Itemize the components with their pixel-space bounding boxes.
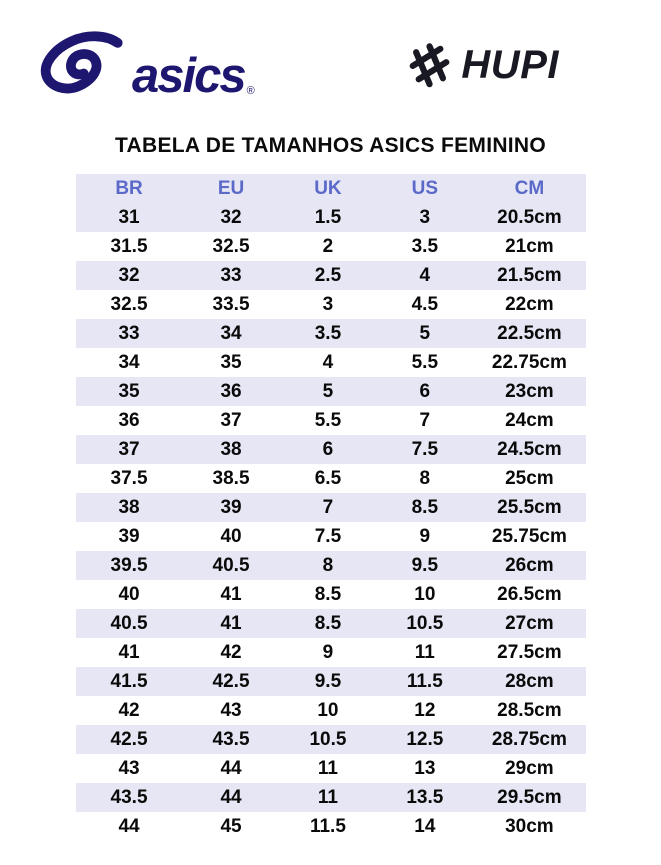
table-cell: 11.5 xyxy=(309,815,346,837)
table-cell: 10 xyxy=(317,699,339,721)
table-cell: 4.5 xyxy=(411,293,439,315)
table-row xyxy=(76,580,586,609)
table-cell: 6 xyxy=(419,380,431,402)
table-cell: 5 xyxy=(322,380,334,402)
asics-logo xyxy=(36,31,255,103)
table-cell: 3.5 xyxy=(314,322,342,344)
column-header-uk: UK xyxy=(279,174,376,203)
table-cell: 13 xyxy=(414,757,436,779)
table-cell: 9.5 xyxy=(411,554,439,576)
table-cell: 43 xyxy=(220,699,242,721)
table-row xyxy=(76,754,586,783)
table-cell: 21.5cm xyxy=(497,264,562,286)
table-cell: 3.5 xyxy=(411,235,439,257)
table-cell: 12.5 xyxy=(406,728,444,750)
table-cell: 25cm xyxy=(505,467,554,489)
table-cell: 40 xyxy=(118,583,140,605)
table-cell: 42 xyxy=(118,699,140,721)
table-cell: 40.5 xyxy=(110,612,148,634)
table-cell: 34 xyxy=(118,351,140,373)
table-cell: 8.5 xyxy=(314,583,342,605)
table-cell: 39.5 xyxy=(110,554,148,576)
table-cell: 31 xyxy=(118,206,140,228)
table-cell: 45 xyxy=(220,815,242,837)
table-cell: 28.75cm xyxy=(491,728,567,750)
table-cell: 11 xyxy=(317,757,338,779)
table-cell: 11 xyxy=(414,641,435,663)
table-cell: 42 xyxy=(220,641,242,663)
table-cell: 40.5 xyxy=(212,554,250,576)
table-cell: 6.5 xyxy=(314,467,342,489)
table-cell: 8 xyxy=(419,467,431,489)
table-cell: 26.5cm xyxy=(497,583,562,605)
table-cell: 3 xyxy=(322,293,334,315)
table-row xyxy=(76,667,586,696)
hupi-logo xyxy=(405,40,559,90)
table-row xyxy=(76,203,586,232)
table-cell: 43 xyxy=(118,757,140,779)
column-header-us: US xyxy=(376,174,473,203)
table-cell: 43.5 xyxy=(212,728,250,750)
table-cell: 42.5 xyxy=(110,728,148,750)
table-cell: 28.5cm xyxy=(497,699,562,721)
size-table xyxy=(76,174,586,841)
table-cell: 40 xyxy=(220,525,242,547)
table-row xyxy=(76,725,586,754)
column-header-cm: CM xyxy=(473,174,585,203)
table-cell: 32.5 xyxy=(212,235,250,257)
table-row xyxy=(76,464,586,493)
table-cell: 44 xyxy=(220,786,242,808)
table-cell: 22.5cm xyxy=(497,322,562,344)
asics-wordmark: asics xyxy=(132,48,245,103)
table-cell: 7 xyxy=(419,409,431,431)
brand-logos-header xyxy=(0,0,661,104)
table-row xyxy=(76,812,586,841)
table-cell: 9 xyxy=(419,525,431,547)
table-cell: 11.5 xyxy=(406,670,443,692)
table-row xyxy=(76,522,586,551)
table-cell: 4 xyxy=(419,264,431,286)
table-cell: 37 xyxy=(118,438,140,460)
asics-spiral-a-icon xyxy=(36,31,128,99)
table-cell: 32 xyxy=(220,206,242,228)
table-cell: 38.5 xyxy=(212,467,250,489)
table-cell: 10 xyxy=(414,583,436,605)
table-cell: 2.5 xyxy=(314,264,342,286)
table-cell: 10.5 xyxy=(406,612,444,634)
registered-trademark-symbol: ® xyxy=(246,85,255,97)
table-cell: 33 xyxy=(118,322,140,344)
table-cell: 27.5cm xyxy=(497,641,562,663)
table-cell: 39 xyxy=(118,525,140,547)
table-cell: 37 xyxy=(220,409,242,431)
table-cell: 43.5 xyxy=(110,786,148,808)
table-row xyxy=(76,493,586,522)
size-table-body xyxy=(76,203,586,841)
table-cell: 5.5 xyxy=(411,351,439,373)
table-cell: 24.5cm xyxy=(497,438,562,460)
table-cell: 7 xyxy=(322,496,334,518)
table-cell: 25.5cm xyxy=(497,496,562,518)
table-cell: 32.5 xyxy=(110,293,148,315)
table-row xyxy=(76,319,586,348)
table-cell: 12 xyxy=(414,699,436,721)
column-header-br: BR xyxy=(76,174,183,203)
table-cell: 8.5 xyxy=(411,496,439,518)
hupi-wordmark: HUPI xyxy=(461,43,559,87)
table-row xyxy=(76,348,586,377)
table-cell: 44 xyxy=(118,815,140,837)
table-cell: 41 xyxy=(118,641,140,663)
hupi-hash-knot-icon xyxy=(405,40,455,90)
table-cell: 26cm xyxy=(505,554,554,576)
table-cell: 41 xyxy=(220,612,242,634)
table-header-row xyxy=(76,174,586,203)
table-cell: 1.5 xyxy=(314,206,342,228)
table-cell: 4 xyxy=(322,351,334,373)
table-cell: 22cm xyxy=(505,293,554,315)
table-cell: 20.5cm xyxy=(497,206,562,228)
table-row xyxy=(76,261,586,290)
table-cell: 25.75cm xyxy=(491,525,567,547)
table-cell: 42.5 xyxy=(212,670,250,692)
table-cell: 22.75cm xyxy=(491,351,567,373)
table-cell: 8 xyxy=(322,554,334,576)
table-cell: 24cm xyxy=(505,409,554,431)
table-cell: 36 xyxy=(220,380,242,402)
table-cell: 31.5 xyxy=(110,235,148,257)
table-cell: 5 xyxy=(419,322,431,344)
table-cell: 21cm xyxy=(505,235,554,257)
table-row xyxy=(76,406,586,435)
table-row xyxy=(76,783,586,812)
table-cell: 33.5 xyxy=(212,293,250,315)
table-row xyxy=(76,696,586,725)
table-cell: 38 xyxy=(118,496,140,518)
table-cell: 44 xyxy=(220,757,242,779)
page-title: TABELA DE TAMANHOS ASICS FEMININO xyxy=(114,134,547,157)
table-cell: 7.5 xyxy=(411,438,439,460)
table-cell: 29.5cm xyxy=(497,786,562,808)
table-cell: 3 xyxy=(419,206,431,228)
column-header-eu: EU xyxy=(183,174,280,203)
table-cell: 29cm xyxy=(505,757,554,779)
table-cell: 41 xyxy=(220,583,242,605)
table-cell: 30cm xyxy=(505,815,554,837)
table-cell: 11 xyxy=(317,786,338,808)
table-row xyxy=(76,435,586,464)
table-cell: 36 xyxy=(118,409,140,431)
table-cell: 34 xyxy=(220,322,242,344)
table-row xyxy=(76,551,586,580)
table-cell: 28cm xyxy=(505,670,554,692)
table-cell: 23cm xyxy=(505,380,554,402)
table-cell: 39 xyxy=(220,496,242,518)
table-cell: 5.5 xyxy=(314,409,342,431)
table-cell: 35 xyxy=(220,351,242,373)
table-cell: 41.5 xyxy=(110,670,148,692)
table-cell: 37.5 xyxy=(110,467,148,489)
table-cell: 32 xyxy=(118,264,140,286)
table-cell: 7.5 xyxy=(314,525,342,547)
table-row xyxy=(76,232,586,261)
table-row xyxy=(76,609,586,638)
table-row xyxy=(76,290,586,319)
table-cell: 2 xyxy=(322,235,334,257)
table-cell: 10.5 xyxy=(309,728,347,750)
table-row xyxy=(76,377,586,406)
table-cell: 13.5 xyxy=(406,786,444,808)
table-cell: 38 xyxy=(220,438,242,460)
table-cell: 8.5 xyxy=(314,612,342,634)
table-cell: 14 xyxy=(414,815,436,837)
table-row xyxy=(76,638,586,667)
table-cell: 27cm xyxy=(505,612,554,634)
table-cell: 6 xyxy=(322,438,334,460)
table-cell: 9.5 xyxy=(314,670,342,692)
table-cell: 9 xyxy=(322,641,334,663)
table-cell: 33 xyxy=(220,264,242,286)
table-cell: 35 xyxy=(118,380,140,402)
